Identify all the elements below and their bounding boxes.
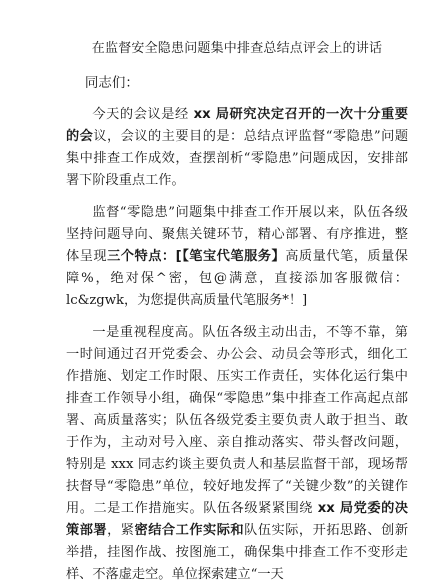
paragraph-3-bold-1: xx 局党委的决策部署	[66, 501, 408, 538]
paragraph-2	[66, 202, 408, 312]
document-title: 在监督安全隐患问题集中排查总结点评会上的讲话	[91, 41, 383, 56]
paragraph-3-bold-2: 密结合工作实际和	[134, 523, 245, 538]
paragraph-1-text-a: 今天的会议是经	[92, 107, 194, 122]
salutation: 同志们：	[84, 75, 139, 91]
paragraph-2-text-c: 高质量代笔，质量保障%，绝对保^密，包@满意，直接添加客服微信：lc&zgwk，为您提供高质量代笔服务*！]	[66, 249, 408, 308]
paragraph-2-text-a: 监督“零隐患”问题集中排查工作开展以来，队伍各级坚持问题导向、聚焦关键环节，精心部署、有序推进，整体呈现	[66, 205, 408, 264]
paragraph-1	[66, 104, 408, 192]
paragraph-3-text-a: 一是重视程度高。队伍各级主动出击，不等不靠，第一时间通过召开党委会、办公会、动员会等形式，细化工作措施、划定工作时限、压实工作责任，实体化运行集中排查工作领导小组，确保“零隐患”集中排查工作高起点部署、高质量落实；队伍各级党委主要负责人敢于担当、敢于作为，主动对号入座、亲自推动落实、带头督改问题，特别是 xxx 同志约谈主要负责人和基层监督干部，现场帮扶督导“零隐患”单位，较好地发挥了“关键少数”的关键作用。二是工作措施实。队伍各级紧紧围绕	[66, 325, 408, 516]
paragraph-1-text-c: 议，会议的主要目的是：总结点评监督“零隐患”问题集中排查工作成效，查摆剖析“零隐患”问题成因，安排部署下阶段重点工作。	[66, 129, 409, 188]
paragraph-3-text-e: 队伍实际，开拓思路、创新举措，挂图作战、按图施工，确保集中排查工作不变形走样、不落虚走空。单位探索建立“一天	[66, 523, 409, 582]
paragraph-3-text-c: ，紧	[107, 523, 135, 538]
paragraph-1-bold: xx 局研究决定召开的一次十分重要的会	[66, 107, 408, 144]
paragraph-2-bold: 三个特点：[【笔宝代笔服务】	[107, 249, 286, 264]
paragraph-3	[66, 322, 408, 586]
